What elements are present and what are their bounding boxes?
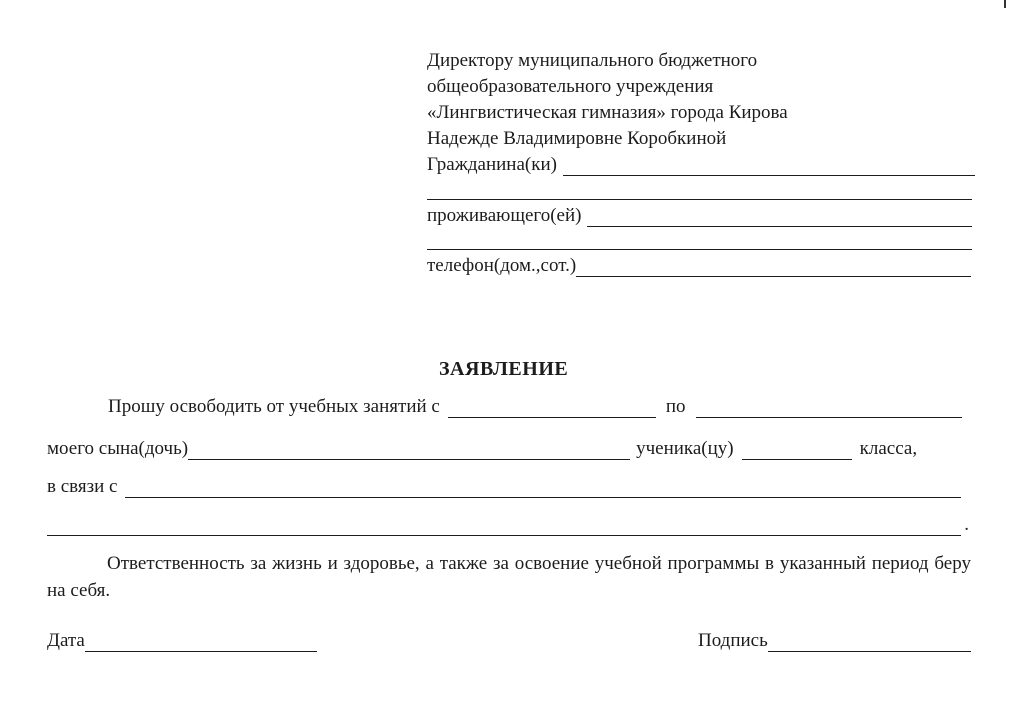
address-field[interactable]	[587, 209, 972, 227]
end-period: .	[964, 514, 969, 535]
reason-field[interactable]	[125, 480, 961, 498]
date-field[interactable]	[85, 634, 317, 652]
recipient-line-4: Надежде Владимировне Коробкиной	[427, 128, 727, 149]
signature-label: Подпись	[698, 630, 768, 651]
responsibility-text: Ответственность за жизнь и здоровье, а также за освоение учебной программы в указанный период беру на себя.	[47, 553, 971, 601]
phone-field[interactable]	[576, 259, 971, 277]
document-title: ЗАЯВЛЕНИЕ	[439, 358, 569, 380]
reason-field-continued[interactable]	[47, 518, 961, 536]
citizen-label: Гражданина(ки)	[427, 154, 557, 175]
request-text: Прошу освободить от учебных занятий с	[108, 396, 440, 417]
request-row	[108, 396, 962, 418]
student-label: ученика(цу)	[636, 438, 734, 459]
signature-field[interactable]	[768, 634, 971, 652]
residing-row	[427, 205, 972, 227]
citizen-name-field-continued[interactable]	[427, 199, 972, 200]
responsibility-paragraph	[47, 550, 971, 604]
recipient-line-2: общеобразовательного учреждения	[427, 76, 714, 97]
date-label: Дата	[47, 630, 85, 651]
residing-label: проживающего(ей)	[427, 205, 582, 226]
child-row	[47, 438, 971, 460]
citizen-name-field[interactable]	[563, 158, 975, 176]
date-from-field[interactable]	[448, 400, 656, 418]
date-to-field[interactable]	[696, 400, 962, 418]
recipient-line-1: Директору муниципального бюджетного	[427, 50, 758, 71]
date-row	[47, 630, 317, 652]
reason-continued-row	[47, 514, 969, 536]
citizen-row	[427, 154, 975, 176]
to-word: по	[665, 396, 686, 417]
class-field[interactable]	[742, 442, 852, 460]
class-label: класса,	[859, 438, 918, 459]
signature-row	[698, 630, 971, 652]
phone-row	[427, 255, 971, 277]
child-label: моего сына(дочь)	[47, 438, 189, 459]
phone-label: телефон(дом.,сот.)	[427, 255, 577, 276]
scan-corner-mark	[1004, 0, 1006, 8]
address-field-continued[interactable]	[427, 249, 972, 250]
child-name-field[interactable]	[188, 442, 630, 460]
recipient-line-3: «Лингвистическая гимназия» города Кирова	[427, 102, 788, 123]
reason-label: в связи с	[47, 476, 118, 497]
reason-row	[47, 476, 961, 498]
